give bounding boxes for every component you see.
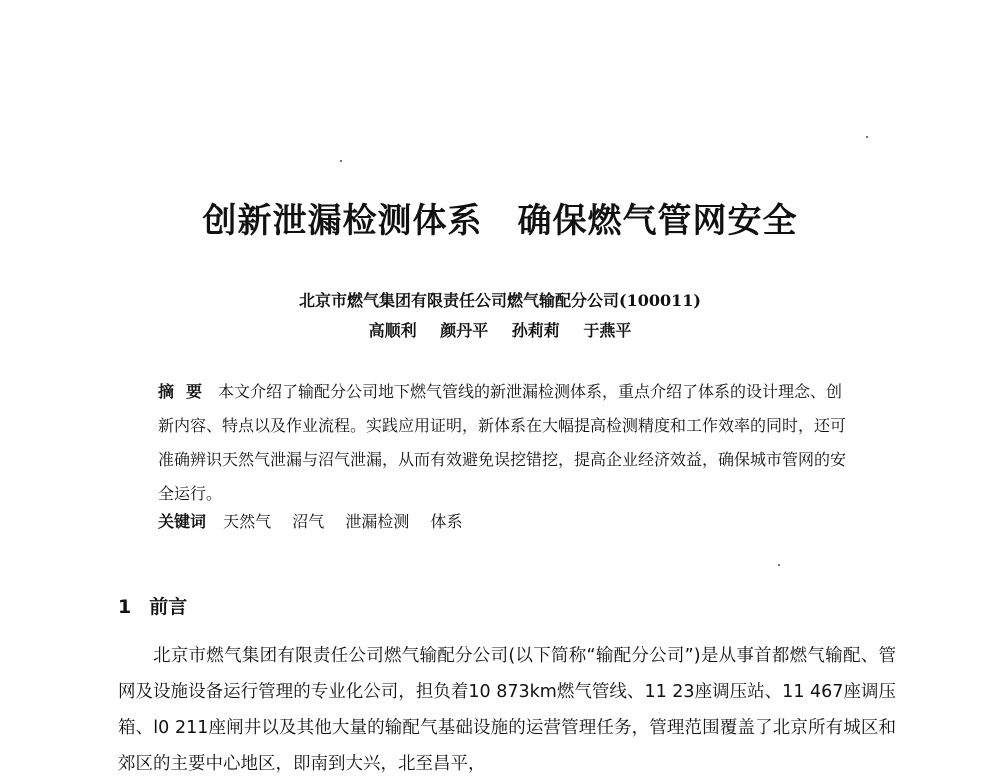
- body-text: [118, 638, 896, 782]
- author: 颜丹平: [440, 321, 489, 340]
- keywords: [158, 509, 858, 532]
- keyword: 天然气: [223, 512, 272, 531]
- section-heading: [118, 592, 187, 619]
- scan-speck: [340, 160, 342, 162]
- keywords-label: 关键词: [158, 512, 207, 531]
- scan-speck: [866, 136, 868, 138]
- author: 于燕平: [583, 321, 632, 340]
- abstract: [158, 375, 858, 511]
- keyword: 沼气: [292, 512, 325, 531]
- keyword: 泄漏检测: [345, 512, 410, 531]
- author: 高顺利: [368, 321, 417, 340]
- author-list: [0, 318, 1000, 341]
- scan-speck: [778, 564, 780, 566]
- abstract-text: 本文介绍了输配分公司地下燃气管线的新泄漏检测体系，重点介绍了体系的设计理念、创新内容、特点以及作业流程。实践应用证明，新体系在大幅提高检测精度和工作效率的同时，还可准确辨识天然气泄漏与沼气泄漏，从而有效避免误挖错挖，提高企业经济效益，确保城市管网的安全运行。: [158, 382, 847, 503]
- section-title: 前言: [149, 596, 188, 618]
- keyword: 体系: [430, 512, 463, 531]
- body-paragraph: 北京市燃气集团有限责任公司燃气输配分公司(以下简称“输配分公司”)是从事首都燃气输配、管网及设施设备运行管理的专业化公司，担负着10 873km燃气管线、11 23座调压站、11 467座调压箱、l0 211座闸井以及其他大量的输配气基础设施的运营管理任务，管理范围覆盖了北京所有城区和郊区的主要中心地区，即南到大兴，北至昌平，: [118, 646, 896, 774]
- abstract-label: 摘要: [158, 382, 215, 401]
- author: 孙莉莉: [511, 321, 560, 340]
- affiliation: 北京市燃气集团有限责任公司燃气输配分公司(100011): [299, 291, 701, 310]
- paper-title: 创新泄漏检测体系 确保燃气管网安全: [202, 201, 798, 241]
- section-number: 1: [118, 596, 132, 618]
